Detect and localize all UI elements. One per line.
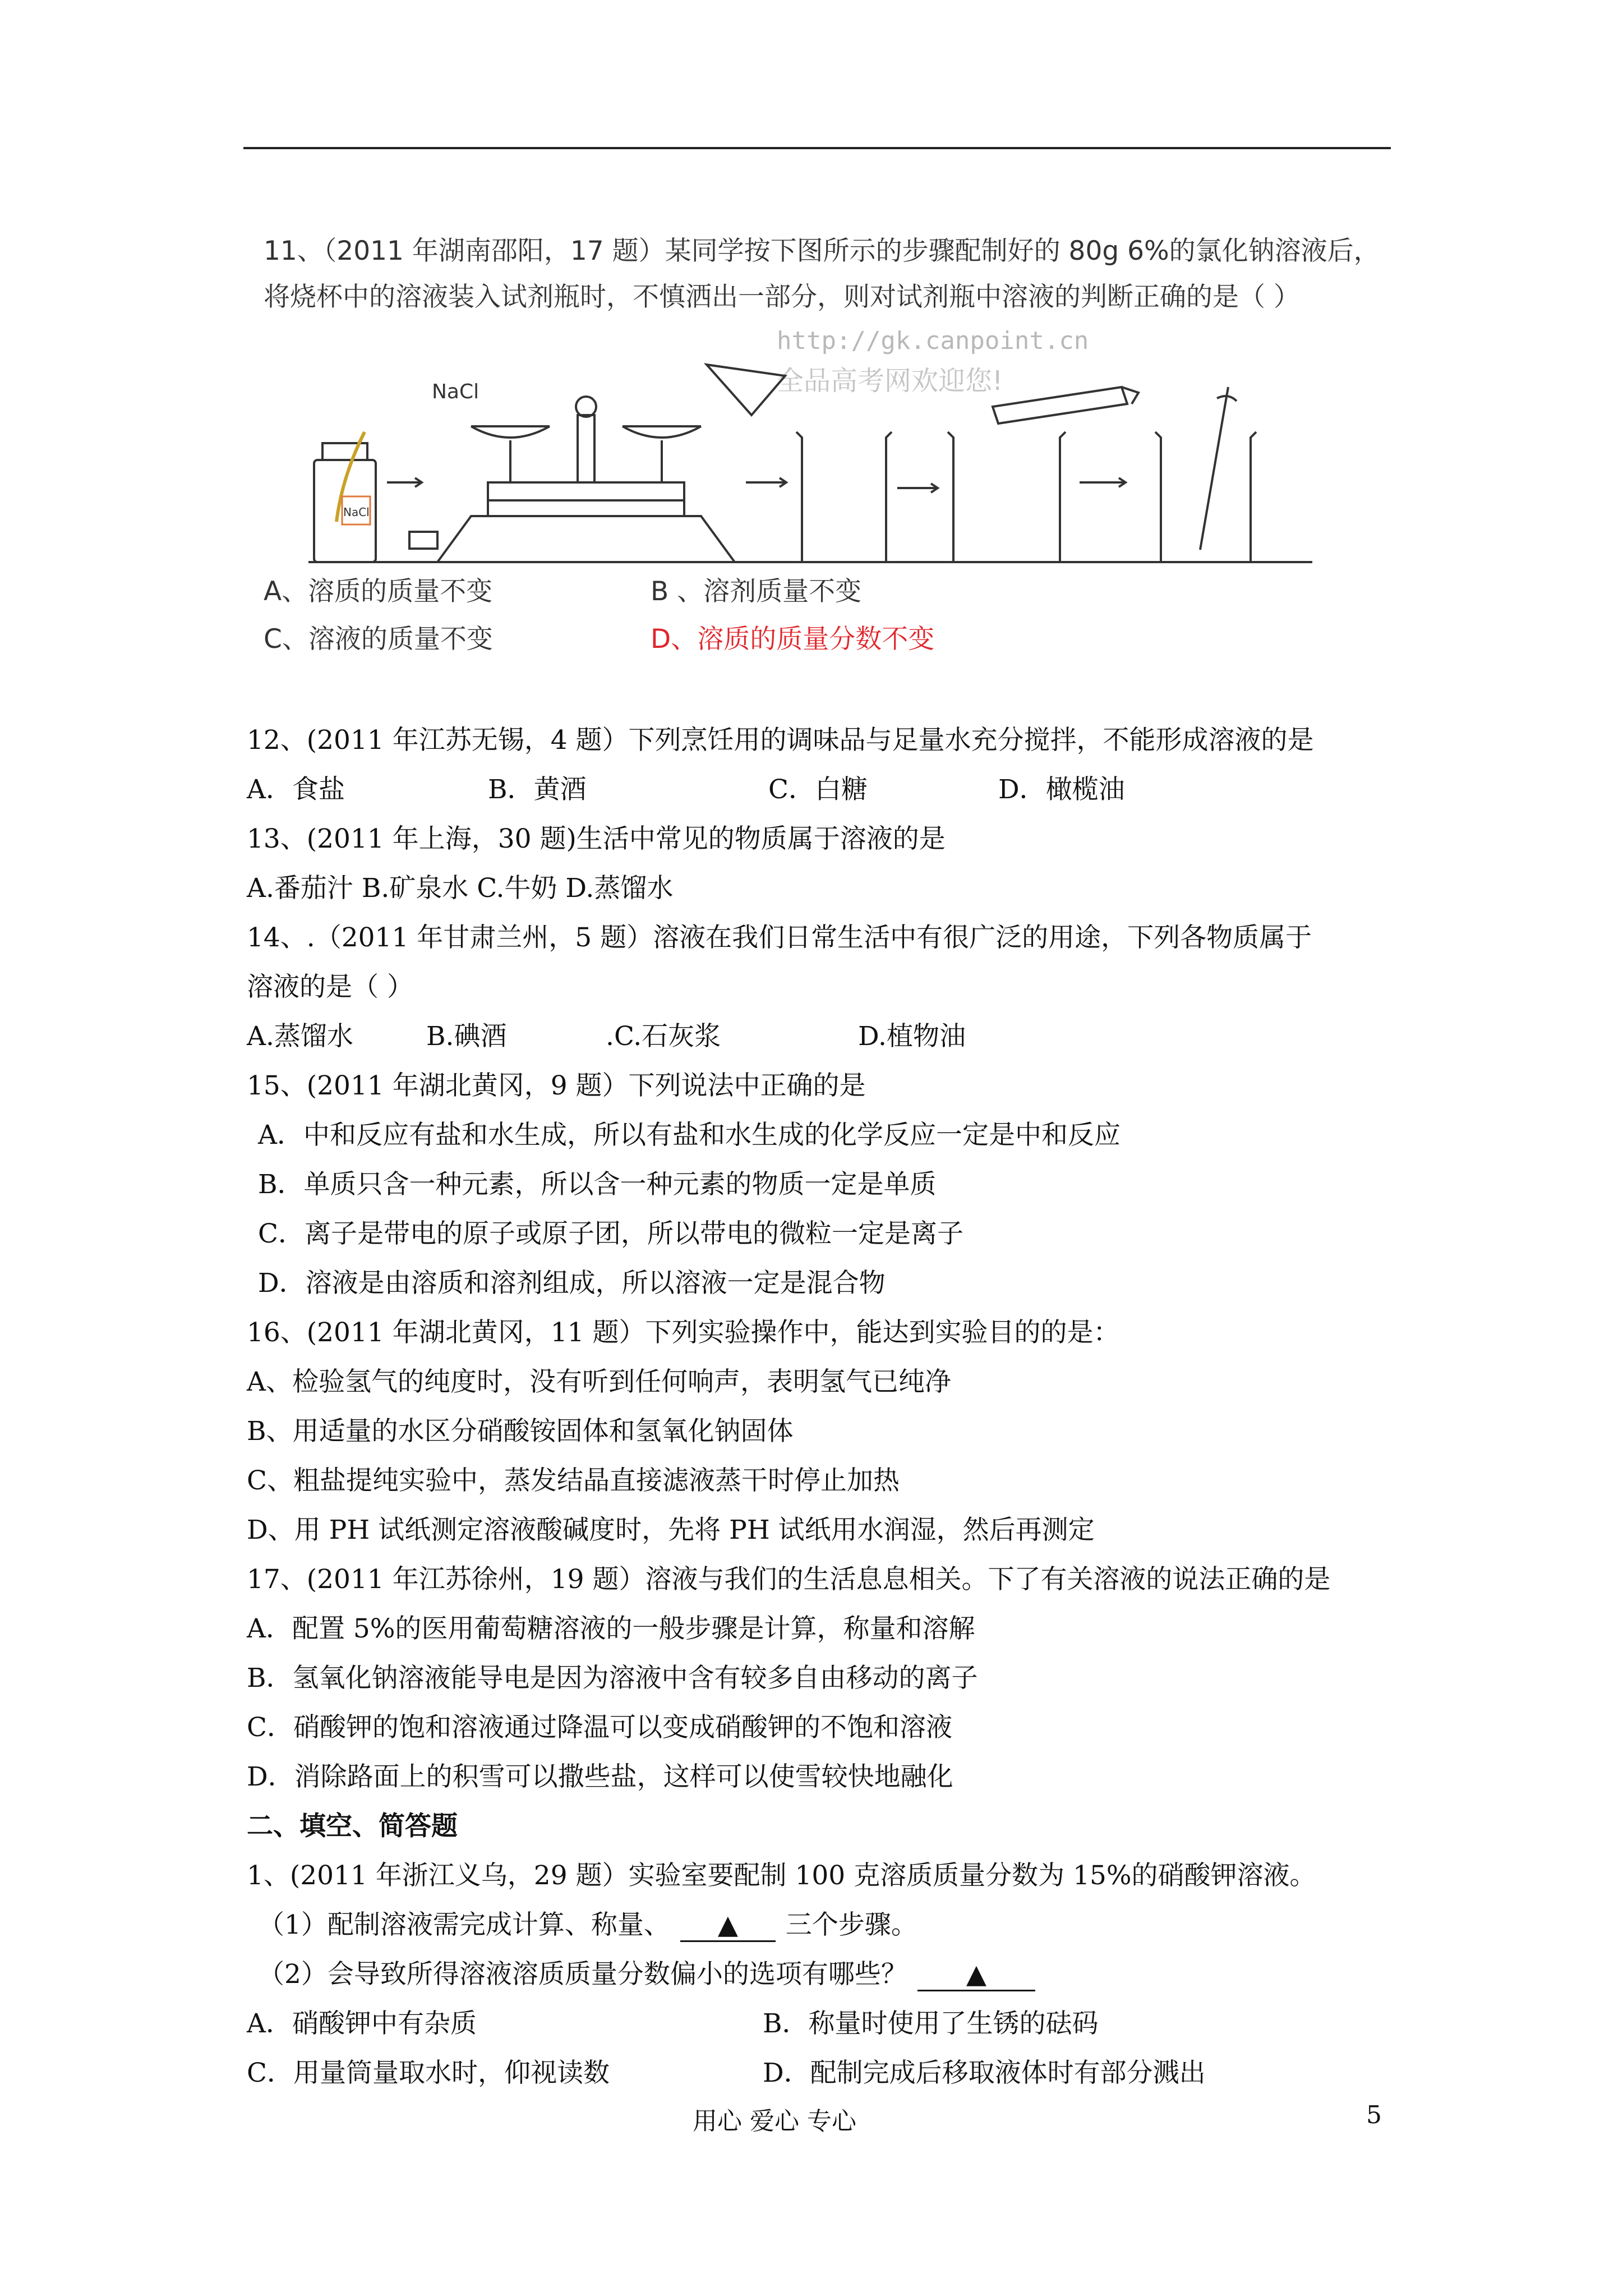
q15-option-d: D．溶液是由溶质和溶剂组成，所以溶液一定是混合物: [258, 1268, 886, 1299]
q12-option-c: C．白糖: [768, 774, 868, 805]
q14-option-b: B.碘酒: [426, 1021, 507, 1052]
q16-stem: 16、(2011 年湖北黄冈，11 题）下列实验操作中，能达到实验目的的是：: [247, 1317, 1120, 1348]
q11-stem-line2: 将烧杯中的溶液装入试剂瓶时，不慎洒出一部分，则对试剂瓶中溶液的判断正确的是（ ）: [264, 282, 1300, 312]
answer-blank[interactable]: ▲: [680, 1910, 776, 1942]
answer-blank[interactable]: ▲: [917, 1959, 1035, 1991]
q17-option-b: B．氢氧化钠溶液能导电是因为溶液中含有较多自由移动的离子: [247, 1663, 978, 1694]
solution-preparation-figure: [303, 353, 1346, 572]
beaker-icon: [1155, 387, 1256, 562]
nacl-label: NaCl: [432, 380, 479, 403]
beaker-icon: [948, 387, 1138, 562]
q15-stem: 15、(2011 年湖北黄冈，9 题）下列说法中正确的是: [247, 1070, 866, 1101]
beaker-icon: [707, 365, 892, 562]
header-rule: [243, 147, 1391, 149]
jar-label: NaCl: [343, 505, 370, 519]
q11-option-a: A、溶质的质量不变: [264, 576, 493, 607]
q12-stem: 12、(2011 年江苏无锡，4 题）下列烹饪用的调味品与足量水充分搅拌，不能形成溶液的是: [247, 725, 1314, 756]
s2-q1-sub1: （1）配制溶液需完成计算、称量、 ▲ 三个步骤。: [258, 1908, 917, 1942]
q14-stem-line1: 14、.（2011 年甘肃兰州，5 题）溶液在我们日常生活中有很广泛的用途，下列各物质属于: [247, 922, 1312, 953]
q11-option-b: B 、溶剂质量不变: [651, 576, 862, 607]
q16-option-a: A、检验氢气的纯度时，没有听到任何响声，表明氢气已纯净: [247, 1366, 951, 1397]
q15-option-a: A．中和反应有盐和水生成，所以有盐和水生成的化学反应一定是中和反应: [258, 1120, 1121, 1151]
s2-q1-option-d: D．配制完成后移取液体时有部分溅出: [763, 2058, 1206, 2088]
s2-q1-option-b: B．称量时使用了生锈的砝码: [763, 2008, 1099, 2039]
q13-options: A.番茄汁 B.矿泉水 C.牛奶 D.蒸馏水: [247, 873, 674, 904]
q11-stem-line1: 11、（2011 年湖南邵阳，17 题）某同学按下图所示的步骤配制好的 80g 6%的氯化钠溶液后，: [264, 236, 1380, 266]
section-title: 二、填空、简答题: [247, 1811, 458, 1842]
q13-stem: 13、(2011 年上海，30 题)生活中常见的物质属于溶液的是: [247, 823, 946, 854]
q17-stem: 17、(2011 年江苏徐州，19 题）溶液与我们的生活息息相关。下了有关溶液的说法正确的是: [247, 1564, 1331, 1595]
q14-option-d: D.植物油: [858, 1021, 966, 1052]
q14-stem-line2: 溶液的是（ ）: [247, 972, 413, 1002]
watermark-text: 全品高考网欢迎您!: [777, 365, 1003, 397]
q16-option-c: C、粗盐提纯实验中，蒸发结晶直接滤液蒸干时停止加热: [247, 1465, 900, 1496]
balance-scale-icon: [437, 397, 735, 562]
q16-option-b: B、用适量的水区分硝酸铵固体和氢氧化钠固体: [247, 1416, 794, 1447]
q11-option-d-answer: D、溶质的质量分数不变: [651, 624, 935, 655]
q16-option-d: D、用 PH 试纸测定溶液酸碱度时，先将 PH 试纸用水润湿，然后再测定: [247, 1515, 1095, 1545]
watermark-url: http://gk.canpoint.cn: [777, 326, 1089, 355]
s2-q1-option-c: C．用量筒量取水时，仰视读数: [247, 2058, 610, 2088]
q15-option-b: B．单质只含一种元素，所以含一种元素的物质一定是单质: [258, 1169, 937, 1200]
q12-option-b: B．黄酒: [488, 774, 587, 805]
q14-option-a: A.蒸馏水: [247, 1021, 353, 1052]
reagent-jar-icon: [314, 432, 376, 562]
q12-option-d: D．橄榄油: [998, 774, 1125, 805]
q17-option-d: D．消除路面上的积雪可以撒些盐，这样可以使雪较快地融化: [247, 1761, 953, 1792]
s2-q1-option-a: A．硝酸钾中有杂质: [247, 2008, 477, 2039]
q17-option-c: C．硝酸钾的饱和溶液通过降温可以变成硝酸钾的不饱和溶液: [247, 1712, 952, 1743]
weight-icon: [409, 532, 437, 549]
q12-option-a: A．食盐: [247, 774, 345, 805]
page-number: 5: [1366, 2101, 1382, 2129]
q14-option-c: .C.石灰浆: [606, 1021, 721, 1052]
q15-option-c: C．离子是带电的原子或原子团，所以带电的微粒一定是离子: [258, 1218, 963, 1249]
s2-q1-sub2: （2）会导致所得溶液溶质质量分数偏小的选项有哪些？ ▲: [258, 1958, 1045, 1991]
s2-q1-stem: 1、(2011 年浙江义乌，29 题）实验室要配制 100 克溶质质量分数为 15%的硝酸钾溶液。: [247, 1860, 1316, 1891]
footer-motto: 用心 爱心 专心: [693, 2107, 856, 2136]
q17-option-a: A．配置 5%的医用葡萄糖溶液的一般步骤是计算，称量和溶解: [247, 1613, 975, 1644]
q11-option-c: C、溶液的质量不变: [264, 624, 493, 655]
